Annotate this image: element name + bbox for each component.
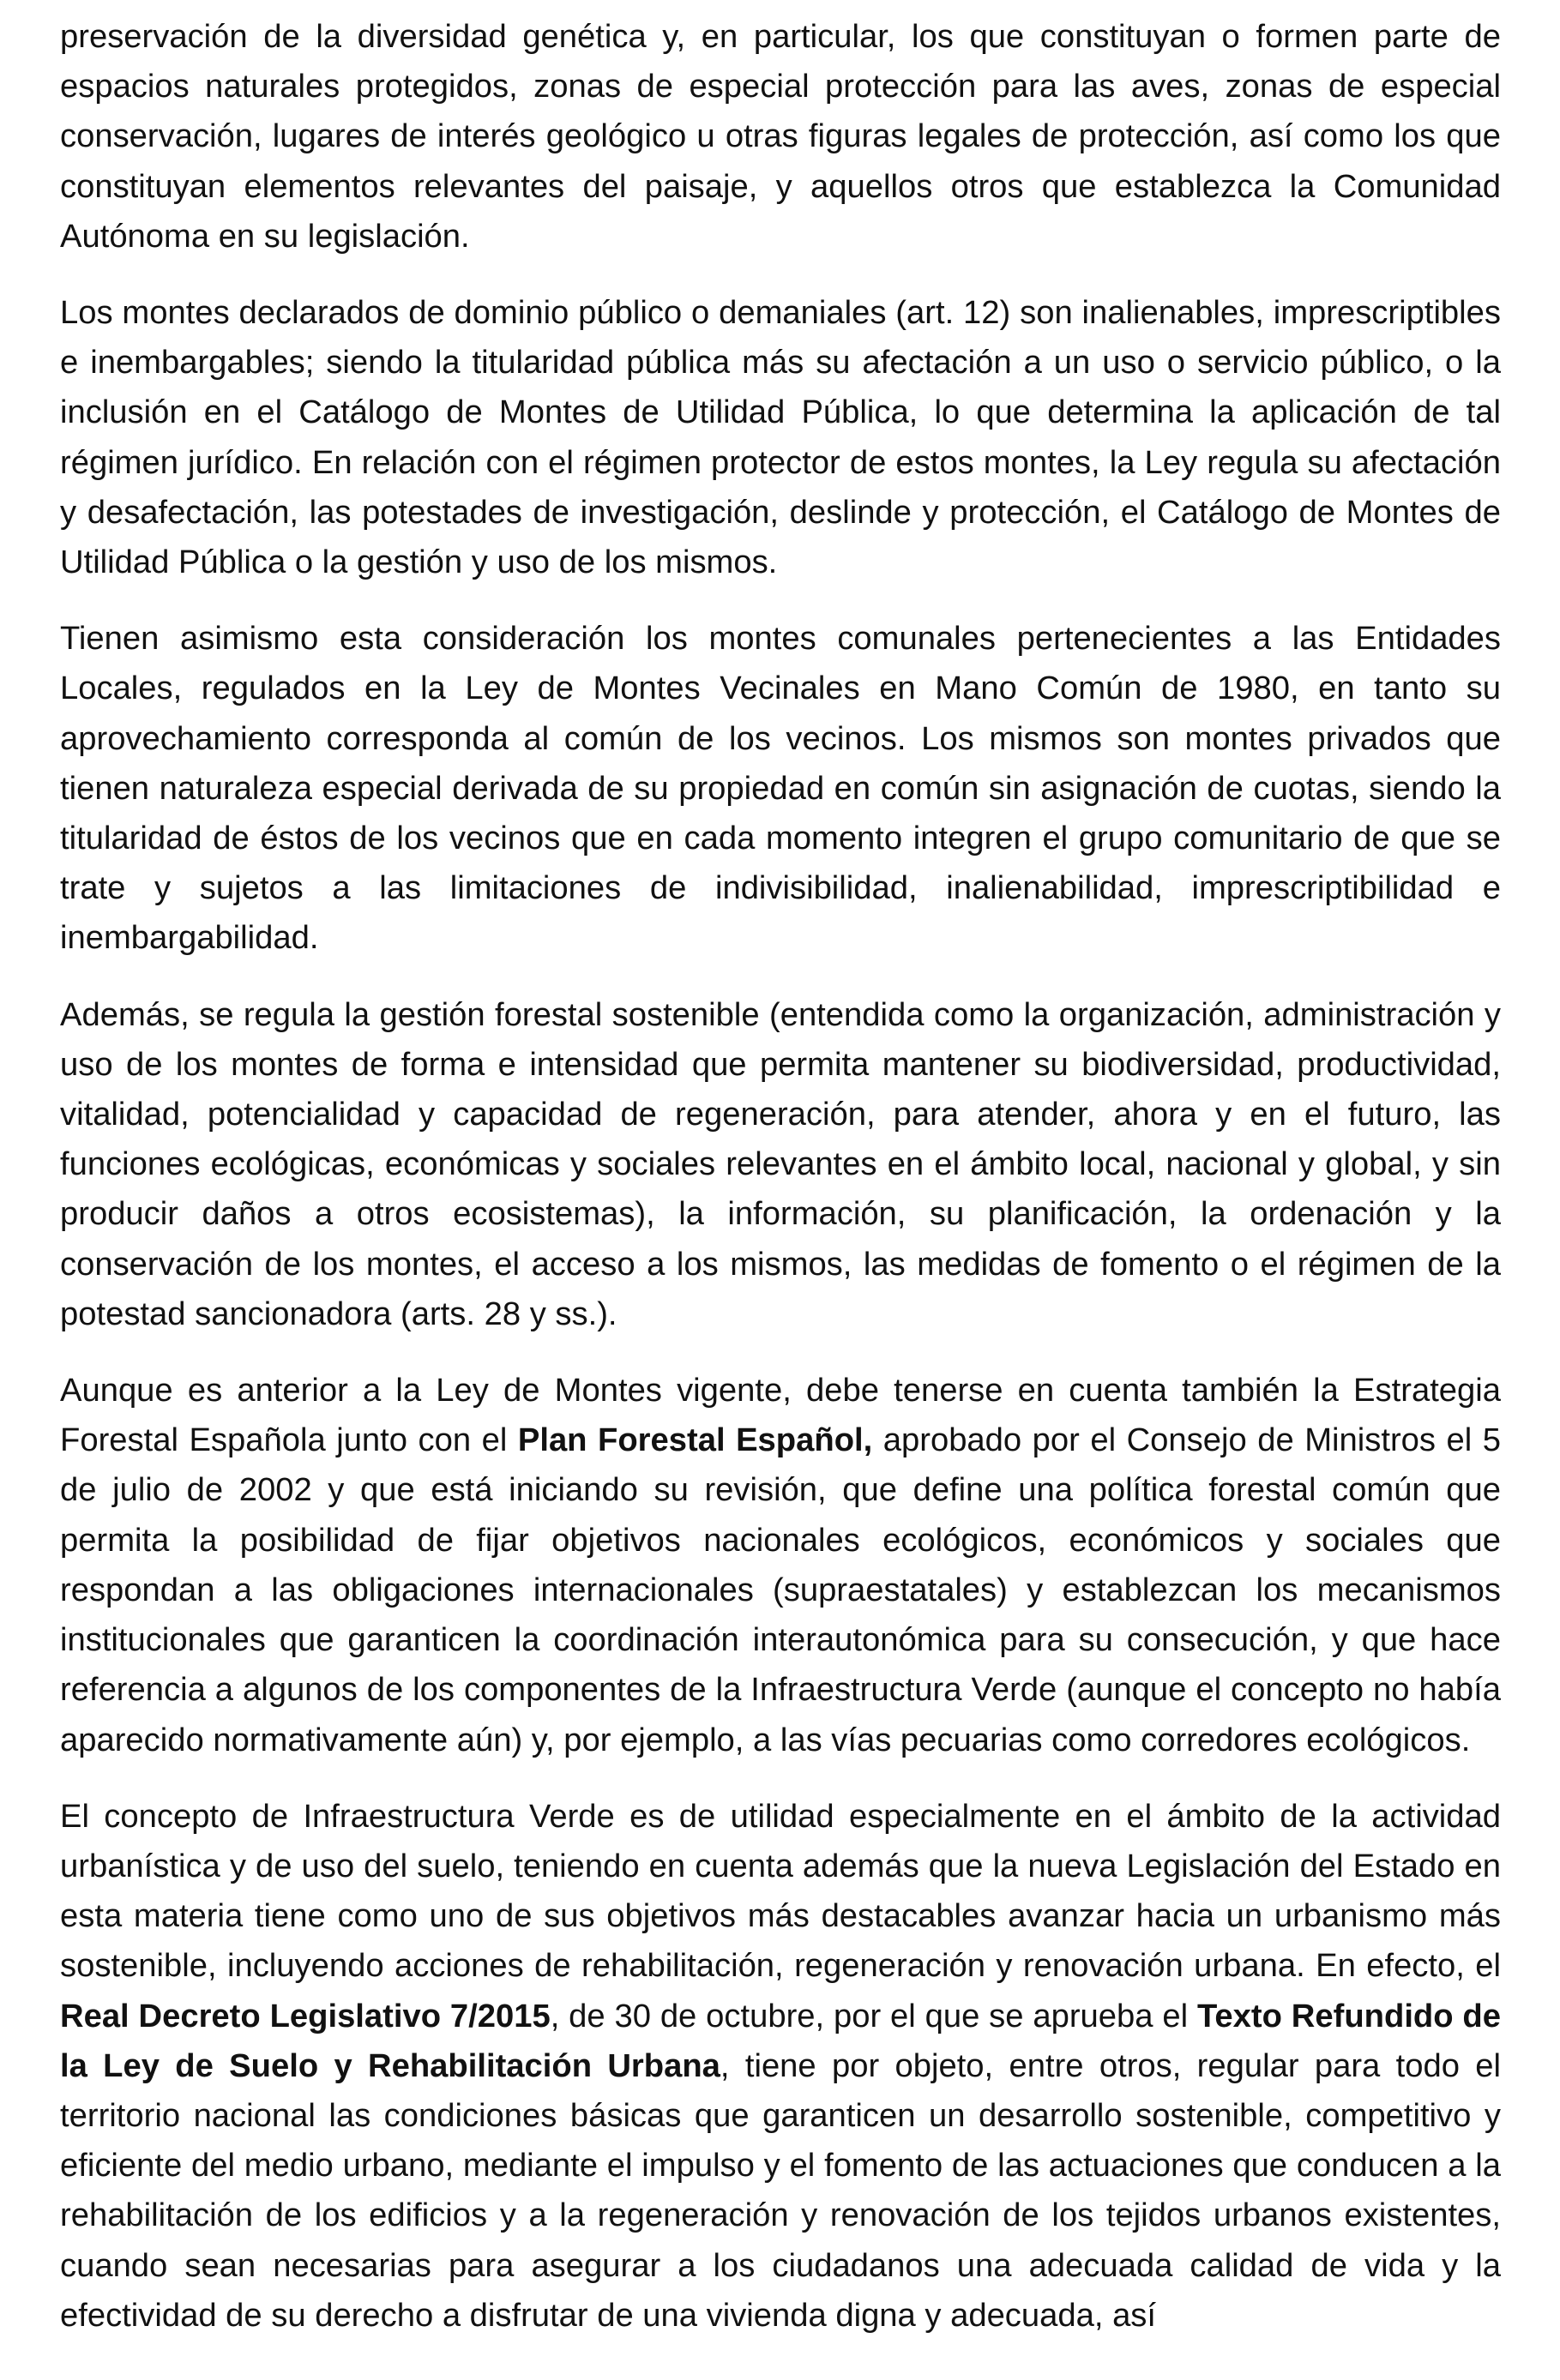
paragraph-text: Aunque es anterior a la Ley de Montes vigente, debe tenerse en cuenta también la Estrategia Forestal Española junto con el <box>60 1372 1501 1459</box>
paragraph-text: aprobado por el Consejo de Ministros el 5 de julio de 2002 y que está iniciando su revisión, que define una política forestal común que permita la posibilidad de fijar objetivos nacionales ecológicos, económicos y sociales que respondan a las obligaciones internacionales (supraestatales) y establezcan los mecanismos institucionales que garanticen la coordinación interautonómica para su consecución, y que hace referencia a algunos de los componentes de la Infraestructura Verde (aunque el concepto no había aparecido normativamente aún) y, por ejemplo, a las vías pecuarias como corredores ecológicos. <box>60 1421 1501 1758</box>
paragraph-text: Tienen asimismo esta consideración los montes comunales pertenecientes a las Entidades Locales, regulados en la Ley de Montes Vecinales en Mano Común de 1980, en tanto su aprovechamiento corresponda al común de los vecinos. Los mismos son montes privados que tienen naturaleza especial derivada de su propiedad en común sin asignación de cuotas, siendo la titularidad de éstos de los vecinos que en cada momento integren el grupo comunitario de que se trate y sujetos a las limitaciones de indivisibilidad, inalienabilidad, imprescriptibilidad e inembargabilidad. <box>60 620 1501 957</box>
paragraph-2 <box>60 288 1501 587</box>
paragraph-text: preservación de la diversidad genética y, en particular, los que constituyan o formen parte de espacios naturales protegidos, zonas de especial protección para las aves, zonas de especial conservación, lugares de interés geológico u otras figuras legales de protección, así como los que constituyan elementos relevantes del paisaje, y aquellos otros que establezca la Comunidad Autónoma en su legislación. <box>60 18 1501 255</box>
paragraph-4 <box>60 990 1501 1339</box>
bold-term-plan-forestal: Plan Forestal Español, <box>517 1421 873 1459</box>
paragraph-5 <box>60 1366 1501 1765</box>
paragraph-text: , de 30 de octubre, por el que se aprueba el <box>550 1997 1197 2034</box>
paragraph-text: El concepto de Infraestructura Verde es de utilidad especialmente en el ámbito de la actividad urbanística y de uso del suelo, teniendo en cuenta además que la nueva Legislación del Estado en esta materia tiene como uno de sus objetivos más destacables avanzar hacia un urbanismo más sostenible, incluyendo acciones de rehabilitación, regeneración y renovación urbana. En efecto, el <box>60 1797 1501 1985</box>
paragraph-text: Los montes declarados de dominio público o demaniales (art. 12) son inalienables, imprescriptibles e inembargables; siendo la titularidad pública más su afectación a un uso o servicio público, o la inclusión en el Catálogo de Montes de Utilidad Pública, lo que determina la aplicación de tal régimen jurídico. En relación con el régimen protector de estos montes, la Ley regula su afectación y desafectación, las potestades de investigación, deslinde y protección, el Catálogo de Montes de Utilidad Pública o la gestión y uso de los mismos. <box>60 294 1501 581</box>
paragraph-text: , tiene por objeto, entre otros, regular para todo el territorio nacional las condiciones básicas que garanticen un desarrollo sostenible, competitivo y eficiente del medio urbano, mediante el impulso y el fomento de las actuaciones que conducen a la rehabilitación de los edificios y a la regeneración y renovación de los tejidos urbanos existentes, cuando sean necesarias para asegurar a los ciudadanos una adecuada calidad de vida y la efectividad de su derecho a disfrutar de una vivienda digna y adecuada, así <box>60 2046 1501 2334</box>
bold-term-texto-refundido: Texto Refundido de la Ley de Suelo y Rehabilitación Urbana <box>60 1997 1501 2084</box>
paragraph-1 <box>60 12 1501 261</box>
paragraph-text: Además, se regula la gestión forestal sostenible (entendida como la organización, administración y uso de los montes de forma e intensidad que permita mantener su biodiversidad, productividad, vitalidad, potencialidad y capacidad de regeneración, para atender, ahora y en el futuro, las funciones ecológicas, económicas y sociales relevantes en el ámbito local, nacional y global, y sin producir daños a otros ecosistemas), la información, su planificación, la ordenación y la conservación de los montes, el acceso a los mismos, las medidas de fomento o el régimen de la potestad sancionadora (arts. 28 y ss.). <box>60 995 1501 1332</box>
paragraph-6 <box>60 1792 1501 2341</box>
document-page <box>60 12 1501 2341</box>
paragraph-3 <box>60 614 1501 963</box>
bold-term-real-decreto: Real Decreto Legislativo 7/2015 <box>60 1997 551 2034</box>
